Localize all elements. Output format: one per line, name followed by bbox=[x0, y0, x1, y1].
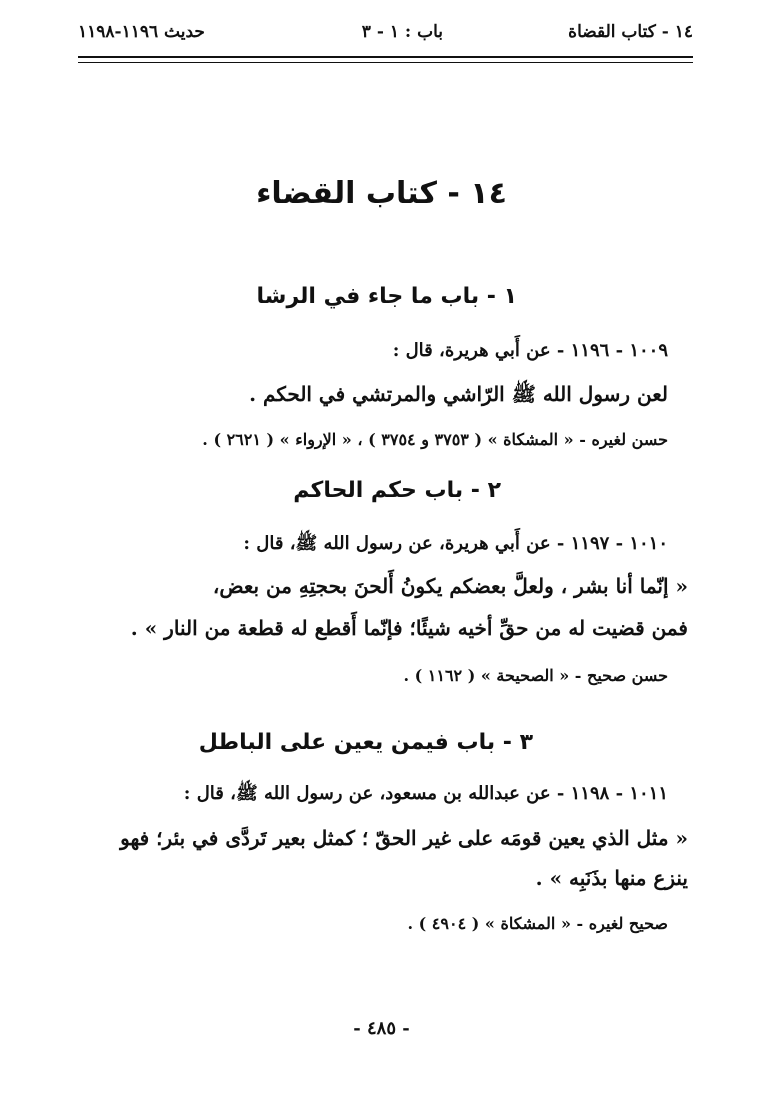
hadith-2-text-line-2: فمن قضيت له من حقِّ أخيه شيئًا؛ فإنّما أَقطع له قطعة من النار » . bbox=[130, 616, 688, 640]
hadith-3-text-line-2: ينزع منها بذَنَبِه » . bbox=[535, 866, 688, 890]
book-title: ١٤ - كتاب القضاء bbox=[256, 176, 507, 211]
chapter-2-title: ٢ - باب حكم الحاكم bbox=[293, 478, 501, 503]
running-header bbox=[78, 22, 693, 52]
hadith-2-heading: ١٠١٠ - ١١٩٧ - عن أَبي هريرة، عن رسول الله ﷺ، قال : bbox=[243, 533, 668, 554]
hadith-3-heading: ١٠١١ - ١١٩٨ - عن عبدالله بن مسعود، عن رسول الله ﷺ، قال : bbox=[183, 783, 668, 804]
header-chapter-range: باب : ١ - ٣ bbox=[361, 22, 443, 42]
hadith-1-grade: حسن لغيره - « المشكاة » ( ٣٧٥٣ و ٣٧٥٤ ) ، « الإرواء » ( ٢٦٢١ ) . bbox=[202, 430, 668, 449]
chapter-3-title: ٣ - باب فيمن يعين على الباطل bbox=[198, 730, 533, 755]
page-number: - ٤٨٥ - bbox=[353, 1018, 410, 1039]
hadith-1-heading: ١٠٠٩ - ١١٩٦ - عن أَبي هريرة، قال : bbox=[392, 340, 668, 361]
chapter-1-title: ١ - باب ما جاء في الرشا bbox=[256, 284, 517, 309]
header-rule-thick bbox=[78, 56, 693, 58]
header-rule-thin bbox=[78, 62, 693, 63]
header-hadith-range: حديث ١١٩٦-١١٩٨ bbox=[78, 22, 205, 42]
hadith-2-text-line-1: « إنّما أنا بشر ، ولعلَّ بعضكم يكونُ أَلحنَ بحجتِهِ من بعض، bbox=[212, 574, 688, 598]
hadith-2-grade: حسن صحيح - « الصحيحة » ( ١١٦٢ ) . bbox=[403, 666, 668, 685]
hadith-3-grade: صحيح لغيره - « المشكاة » ( ٤٩٠٤ ) . bbox=[407, 914, 668, 933]
hadith-3-text-line-1: « مثل الذي يعين قومَه على غير الحقّ ؛ كمثل بعير تَردَّى في بئر؛ فهو bbox=[120, 826, 688, 850]
hadith-1-text: لعن رسول الله ﷺ الرّاشي والمرتشي في الحكم . bbox=[249, 382, 668, 406]
header-book-label: ١٤ - كتاب القضاة bbox=[568, 22, 693, 42]
